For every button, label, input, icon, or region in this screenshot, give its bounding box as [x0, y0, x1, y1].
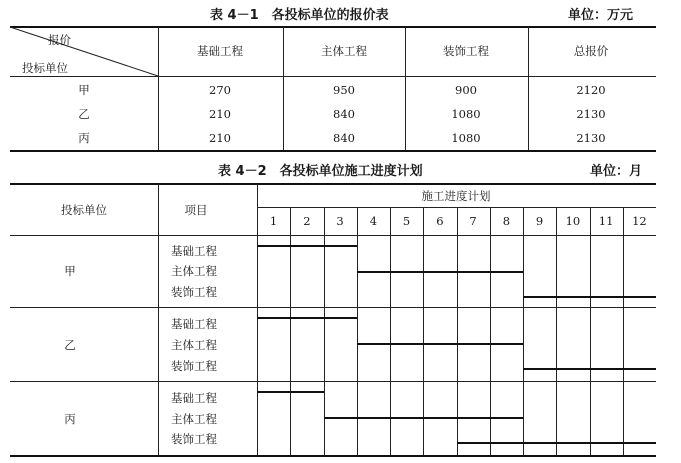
- table2-top-rule: [10, 183, 656, 185]
- table1-header-total: 总报价: [573, 44, 609, 58]
- table2-group-rule: [10, 381, 656, 382]
- table2-month-label: 1: [269, 214, 278, 228]
- table1-cell: 2130: [576, 131, 606, 145]
- table2-month-label: 4: [369, 214, 378, 228]
- table2-item-name: 装饰工程: [171, 359, 217, 373]
- table2-schedule-bar: [257, 317, 357, 319]
- table2-header-schedule: 施工进度计划: [421, 189, 491, 203]
- table2-bottom-rule: [10, 455, 656, 457]
- table2-item-name: 主体工程: [171, 412, 217, 426]
- table1-header-foundation: 基础工程: [197, 44, 243, 58]
- table2-group-bidder: 甲: [64, 264, 76, 278]
- table1-cell: 2120: [576, 83, 606, 97]
- table1-cell: 900: [455, 83, 477, 97]
- table1-row-bidder: 丙: [78, 131, 90, 145]
- table1-row-bidder: 甲: [78, 83, 90, 97]
- table2-month-label: 3: [336, 214, 344, 228]
- table2-month-label: 5: [402, 214, 411, 228]
- table2-item-name: 主体工程: [171, 338, 217, 352]
- table1-caption: 表 4－1 各投标单位的报价表: [210, 8, 389, 23]
- table1-cell: 210: [209, 107, 231, 121]
- table2-schedule-bar: [257, 245, 357, 247]
- table2-col-rule: [158, 184, 159, 455]
- table2-schedule-bar: [523, 296, 656, 298]
- table2-month-label: 11: [598, 214, 614, 228]
- table2-group-bidder: 丙: [64, 412, 76, 426]
- table1-unit: 单位：万元: [568, 8, 634, 23]
- table2-month-label: 6: [436, 214, 444, 228]
- table2-month-rule: [556, 207, 557, 455]
- table1-cell: 210: [209, 131, 231, 145]
- table2-month-label: 7: [469, 214, 477, 228]
- table2-header-item: 项目: [184, 203, 208, 217]
- table2-item-name: 基础工程: [171, 244, 217, 258]
- table2-group-rule: [10, 307, 656, 308]
- table2-month-rule: [523, 207, 524, 455]
- table1-cell: 1080: [451, 131, 481, 145]
- table2-month-label: 12: [632, 214, 647, 228]
- table2-schedule-bar: [457, 442, 657, 444]
- table2-item-name: 基础工程: [171, 391, 217, 405]
- table2-month-label: 10: [565, 214, 581, 228]
- table2-schedule-bar: [523, 368, 656, 370]
- table2-month-rule: [590, 207, 591, 455]
- table1-cell: 840: [333, 131, 355, 145]
- table2-group-bidder: 乙: [64, 338, 76, 352]
- table2-schedule-bar: [324, 417, 524, 419]
- table1-corner-bottom: 投标单位: [22, 61, 68, 75]
- table1-cell: 1080: [451, 107, 481, 121]
- table2-unit: 单位：月: [590, 164, 643, 179]
- table1-header-decoration: 装饰工程: [443, 44, 489, 58]
- table2-col-rule: [257, 184, 258, 455]
- table2-schedule-bar: [357, 343, 523, 345]
- table2-month-label: 8: [502, 214, 511, 228]
- table2-item-name: 主体工程: [171, 264, 217, 278]
- table1-cell: 840: [333, 107, 355, 121]
- table2-item-name: 装饰工程: [171, 285, 217, 299]
- table2-month-rule: [623, 207, 624, 455]
- table1-header-structure: 主体工程: [321, 44, 367, 58]
- table1-row-bidder: 乙: [78, 107, 90, 121]
- table2-caption: 表 4－2 各投标单位施工进度计划: [218, 164, 423, 179]
- table2-header-bidder: 投标单位: [61, 203, 107, 217]
- table2-month-label: 2: [303, 214, 311, 228]
- table1-cell: 270: [209, 83, 231, 97]
- table1-corner-top: 报价: [48, 33, 71, 47]
- table2-month-label: 9: [535, 214, 544, 228]
- table2-schedule-bar: [257, 391, 324, 393]
- table1-cell: 2130: [576, 107, 606, 121]
- table1-cell: 950: [333, 83, 355, 97]
- table2-item-name: 装饰工程: [171, 432, 217, 446]
- table2-header-rule: [10, 235, 656, 236]
- table2-schedule-bar: [357, 271, 523, 273]
- table2-item-name: 基础工程: [171, 317, 217, 331]
